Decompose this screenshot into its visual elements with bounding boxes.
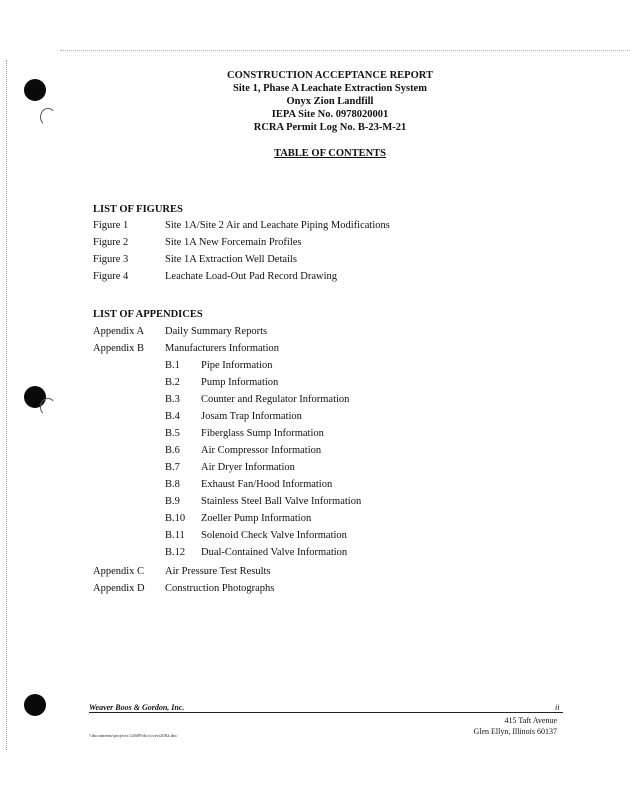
punch-hole-ghost (40, 108, 56, 126)
figure-title: Leachate Load-Out Pad Record Drawing (165, 271, 338, 282)
page-number: ii (555, 703, 560, 712)
sub-appendix-title: Stainless Steel Ball Valve Information (201, 496, 362, 507)
punch-hole-bottom (24, 694, 46, 716)
figure-title: Site 1A/Site 2 Air and Leachate Piping Modifications (165, 220, 390, 231)
appendix-title: Manufacturers Information (165, 343, 279, 354)
sub-appendix-number: B.11 (165, 530, 185, 541)
figure-title: Site 1A Extraction Well Details (165, 254, 297, 265)
punch-hole-ghost (40, 398, 56, 416)
sub-appendix-number: B.1 (165, 360, 180, 371)
sub-appendix-title: Pipe Information (201, 360, 273, 371)
footer-firm-name: Weaver Boos & Gordon, Inc. (89, 703, 185, 712)
report-title: CONSTRUCTION ACCEPTANCE REPORT (227, 70, 433, 81)
figures-heading: LIST OF FIGURES (93, 204, 183, 215)
figure-label: Figure 1 (93, 220, 129, 231)
punch-hole-top (24, 79, 46, 101)
appendices-heading: LIST OF APPENDICES (93, 309, 203, 320)
appendix-label: Appendix D (93, 583, 145, 594)
scan-edge-top (60, 50, 630, 51)
figure-label: Figure 2 (93, 237, 129, 248)
sub-appendix-number: B.10 (165, 513, 186, 524)
scan-edge-left (6, 60, 7, 750)
sub-appendix-title: Zoeller Pump Information (201, 513, 312, 524)
sub-appendix-number: B.7 (165, 462, 180, 473)
appendix-label: Appendix C (93, 566, 145, 577)
sub-appendix-number: B.9 (165, 496, 180, 507)
sub-appendix-number: B.4 (165, 411, 180, 422)
appendix-label: Appendix A (93, 326, 145, 337)
sub-appendix-number: B.12 (165, 547, 186, 558)
sub-appendix-title: Air Dryer Information (201, 462, 295, 473)
site-name: Onyx Zion Landfill (286, 96, 374, 107)
sub-appendix-title: Counter and Regulator Information (201, 394, 350, 405)
report-subtitle: Site 1, Phase A Leachate Extraction System (233, 83, 427, 94)
figure-label: Figure 4 (93, 271, 129, 282)
sub-appendix-number: B.8 (165, 479, 180, 490)
sub-appendix-number: B.5 (165, 428, 180, 439)
sub-appendix-title: Air Compressor Information (201, 445, 322, 456)
sub-appendix-title: Exhaust Fan/Hood Information (201, 479, 333, 490)
appendix-title: Air Pressure Test Results (165, 566, 271, 577)
appendix-title: Construction Photographs (165, 583, 275, 594)
footer-address-street: 415 Taft Avenue (504, 716, 557, 725)
sub-appendix-title: Dual-Contained Valve Information (201, 547, 348, 558)
sub-appendix-title: Solenoid Check Valve Information (201, 530, 347, 541)
rcra-permit-number: RCRA Permit Log No. B-23-M-21 (253, 122, 407, 133)
sub-appendix-number: B.6 (165, 445, 180, 456)
appendix-title: Daily Summary Reports (165, 326, 268, 337)
sub-appendix-title: Fiberglass Sump Information (201, 428, 324, 439)
iepa-site-number: IEPA Site No. 0978020001 (271, 109, 389, 120)
sub-appendix-title: Pump Information (201, 377, 279, 388)
footer-address-city: Glen Ellyn, Illinois 60137 (473, 727, 557, 736)
document-file-path: \\documents\projects\12609\docs\cert2002.doc (89, 733, 178, 738)
sub-appendix-title: Josam Trap Information (201, 411, 302, 422)
figure-title: Site 1A New Forcemain Profiles (165, 237, 302, 248)
sub-appendix-number: B.2 (165, 377, 180, 388)
appendix-label: Appendix B (93, 343, 145, 354)
toc-title: TABLE OF CONTENTS (273, 148, 387, 159)
figure-label: Figure 3 (93, 254, 129, 265)
footer-divider (89, 712, 563, 713)
sub-appendix-number: B.3 (165, 394, 180, 405)
